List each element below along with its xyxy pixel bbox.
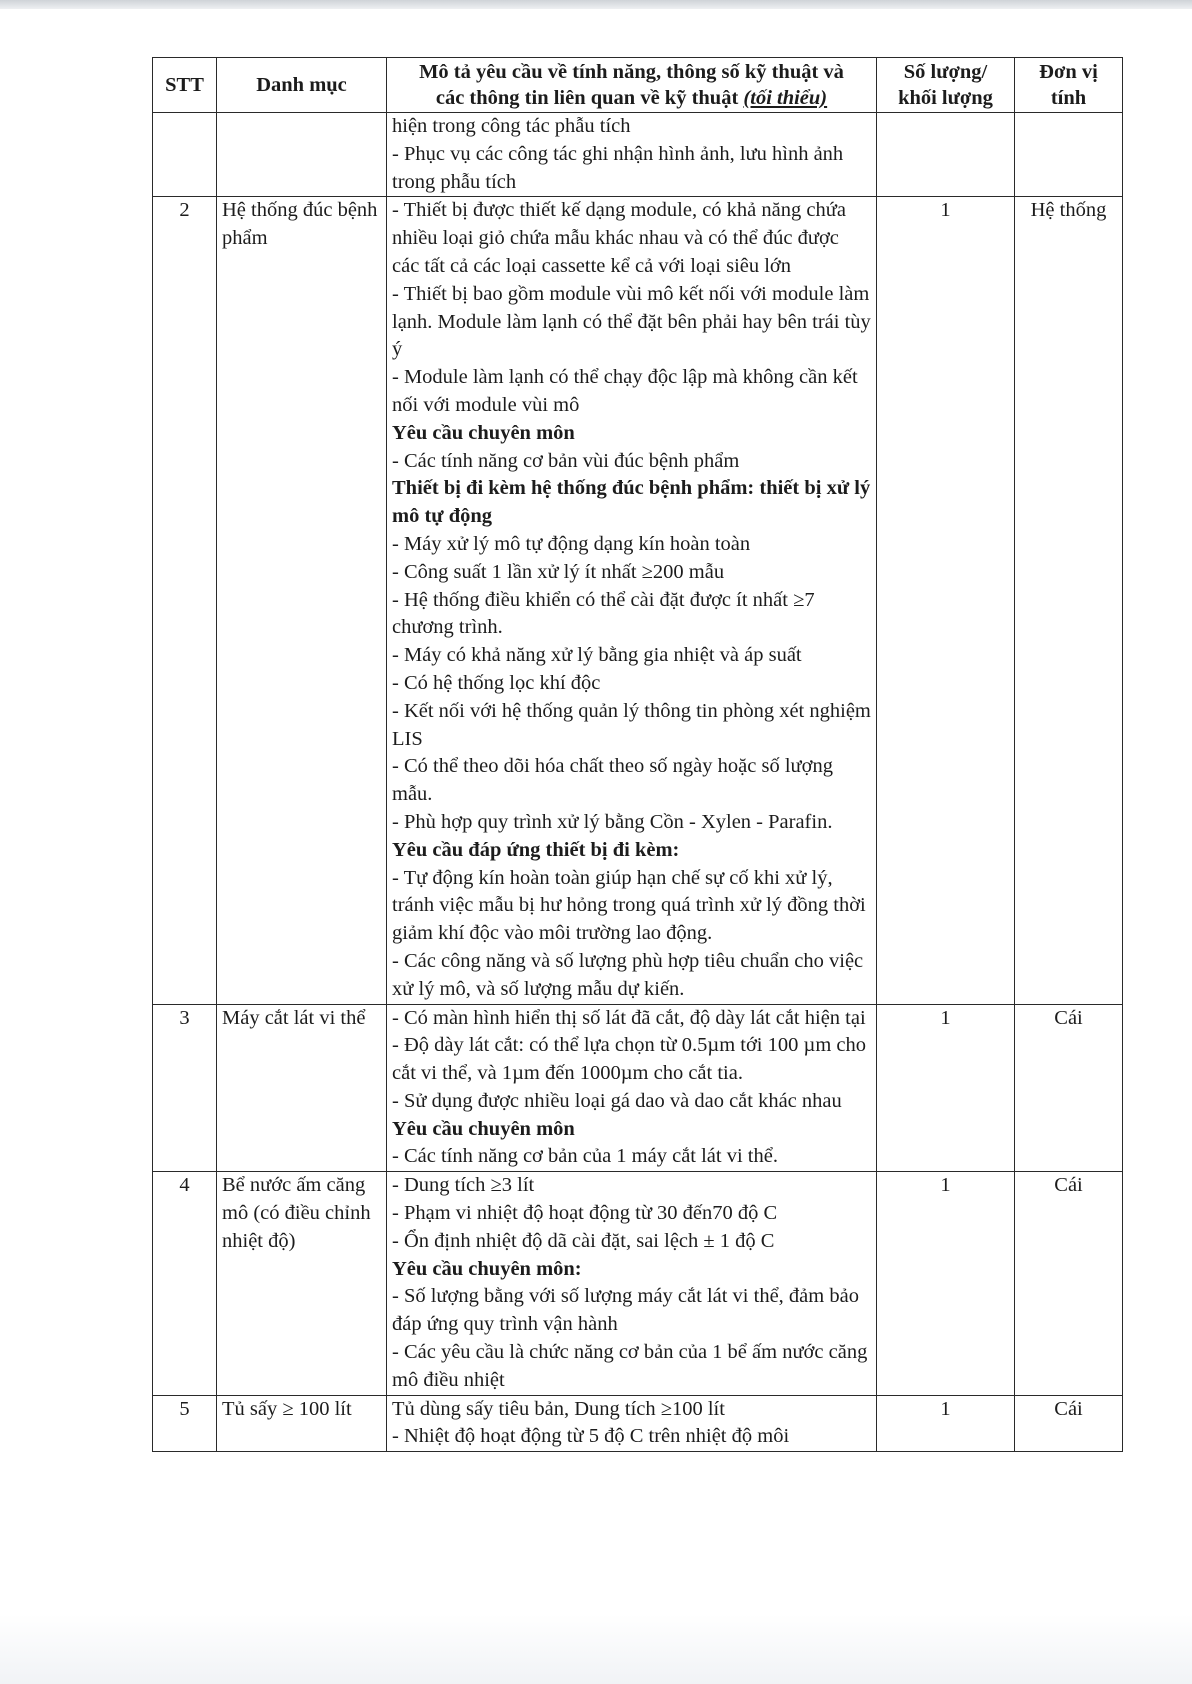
equipment-spec-table: [152, 57, 1123, 1452]
description-line: - Các yêu cầu là chức năng cơ bản của 1 bể ấm nước căng mô điều nhiệt: [392, 1341, 868, 1391]
description-line: - Tự động kín hoàn toàn giúp hạn chế sự cố khi xử lý, tránh việc mẫu bị hư hỏng trong quá trình xử lý đồng thời giảm khí độc vào môi trường lao động.: [392, 866, 866, 945]
description-line: - Số lượng bằng với số lượng máy cắt lát vi thể, đảm bảo đáp ứng quy trình vận hành: [392, 1285, 859, 1336]
table-row: [153, 1172, 1123, 1395]
description-line: - Các tính năng cơ bản của 1 máy cắt lát vi thể.: [392, 1145, 778, 1168]
description-line: - Có thể theo dõi hóa chất theo số ngày hoặc số lượng mẫu.: [392, 755, 833, 806]
description-line: - Module làm lạnh có thể chạy độc lập mà không cần kết nối với module vùi mô: [392, 366, 858, 416]
description-line: - Công suất 1 lần xử lý ít nhất ≥200 mẫu: [392, 560, 725, 583]
description-line: - Kết nối với hệ thống quản lý thông tin phòng xét nghiệm LIS: [392, 699, 871, 750]
cell-description: [387, 1172, 877, 1395]
description-line: - Thiết bị bao gồm module vùi mô kết nối với module làm lạnh. Module làm lạnh có thể đặt bên phải hay bên trái tùy ý: [392, 282, 871, 361]
cell-description: [387, 113, 877, 197]
cell-quantity: 1: [877, 197, 1015, 1004]
description-line: - Các công năng và số lượng phù hợp tiêu chuẩn cho việc xử lý mô, và số lượng mẫu dự kiến.: [392, 949, 864, 1000]
header-name: Danh mục: [217, 58, 387, 113]
cell-stt: 4: [153, 1172, 217, 1395]
cell-item-name: Bể nước ấm căng mô (có điều chỉnh nhiệt độ): [217, 1172, 387, 1395]
cell-unit: [1015, 113, 1123, 197]
table-header-row: [153, 58, 1123, 113]
description-line: - Phù hợp quy trình xử lý bằng Cồn - Xylen - Parafin.: [392, 810, 833, 833]
table-row: [153, 1004, 1123, 1172]
description-line: - Máy xử lý mô tự động dạng kín hoàn toàn: [392, 532, 751, 555]
description-line: - Thiết bị được thiết kế dạng module, có khả năng chứa nhiều loại giỏ chứa mẫu khác nhau và có thể đúc được các tất cả các loại cassette kể cả với loại siêu lớn: [392, 199, 846, 277]
description-line: - Độ dày lát cắt: có thể lựa chọn từ 0.5µm tới 100 µm cho cắt vi thể, và 1µm đến 1000µm cho cắt tia.: [392, 1034, 866, 1085]
cell-unit: Cái: [1015, 1172, 1123, 1395]
table-row: [153, 197, 1123, 1004]
header-stt: STT: [153, 58, 217, 113]
description-heading: Yêu cầu chuyên môn: [392, 1117, 575, 1140]
cell-item-name: Tủ sấy ≥ 100 lít: [217, 1395, 387, 1452]
cell-item-name: Hệ thống đúc bệnh phẩm: [217, 197, 387, 1004]
cell-description: [387, 1395, 877, 1452]
description-line: Tủ dùng sấy tiêu bản, Dung tích ≥100 lít: [392, 1397, 725, 1420]
cell-quantity: 1: [877, 1172, 1015, 1395]
cell-unit: Hệ thống: [1015, 197, 1123, 1004]
cell-stt: 2: [153, 197, 217, 1004]
header-unit: Đơn vị tính: [1015, 58, 1123, 113]
description-line: hiện trong công tác phẫu tích: [392, 115, 631, 137]
description-heading: Yêu cầu chuyên môn: [392, 421, 575, 444]
description-heading: Yêu cầu đáp ứng thiết bị đi kèm:: [392, 838, 680, 861]
cell-stt: 3: [153, 1004, 217, 1172]
description-line: - Các tính năng cơ bản vùi đúc bệnh phẩm: [392, 449, 740, 472]
description-heading: Yêu cầu chuyên môn:: [392, 1257, 582, 1280]
cell-description: [387, 1004, 877, 1172]
description-line: - Nhiệt độ hoạt động từ 5 độ C trên nhiệt độ môi: [392, 1425, 790, 1448]
cell-unit: Cái: [1015, 1395, 1123, 1452]
description-line: - Sử dụng được nhiều loại gá dao và dao cắt khác nhau: [392, 1089, 842, 1112]
table-row: [153, 113, 1123, 197]
table-row: [153, 1395, 1123, 1452]
cell-item-name: Máy cắt lát vi thể: [217, 1004, 387, 1172]
table-body: [153, 113, 1123, 1452]
cell-stt: 5: [153, 1395, 217, 1452]
description-line: - Ổn định nhiệt độ dã cài đặt, sai lệch ± 1 độ C: [392, 1229, 775, 1252]
header-description: Mô tả yêu cầu về tính năng, thông số kỹ thuật và các thông tin liên quan về kỹ thuật (tối thiểu): [387, 58, 877, 113]
cell-description: [387, 197, 877, 1004]
cell-unit: Cái: [1015, 1004, 1123, 1172]
cell-item-name: [217, 113, 387, 197]
cell-quantity: [877, 113, 1015, 197]
cell-quantity: 1: [877, 1395, 1015, 1452]
scan-edge-top: [0, 0, 1192, 9]
description-line: - Máy có khả năng xử lý bằng gia nhiệt và áp suất: [392, 644, 802, 667]
header-quantity: Số lượng/ khối lượng: [877, 58, 1015, 113]
cell-quantity: 1: [877, 1004, 1015, 1172]
description-line: - Có màn hình hiển thị số lát đã cắt, độ dày lát cắt hiện tại: [392, 1006, 866, 1029]
description-heading: Thiết bị đi kèm hệ thống đúc bệnh phẩm: thiết bị xử lý mô tự động: [392, 477, 871, 528]
scan-edge-bottom: [0, 1614, 1192, 1684]
cell-stt: [153, 113, 217, 197]
description-line: - Hệ thống điều khiển có thể cài đặt được ít nhất ≥7 chương trình.: [392, 588, 815, 639]
description-line: - Phạm vi nhiệt độ hoạt động từ 30 đến70 độ C: [392, 1202, 778, 1225]
description-line: - Phục vụ các công tác ghi nhận hình ảnh, lưu hình ảnh trong phẫu tích: [392, 142, 844, 193]
description-line: - Có hệ thống lọc khí độc: [392, 671, 601, 694]
description-line: - Dung tích ≥3 lít: [392, 1174, 535, 1197]
